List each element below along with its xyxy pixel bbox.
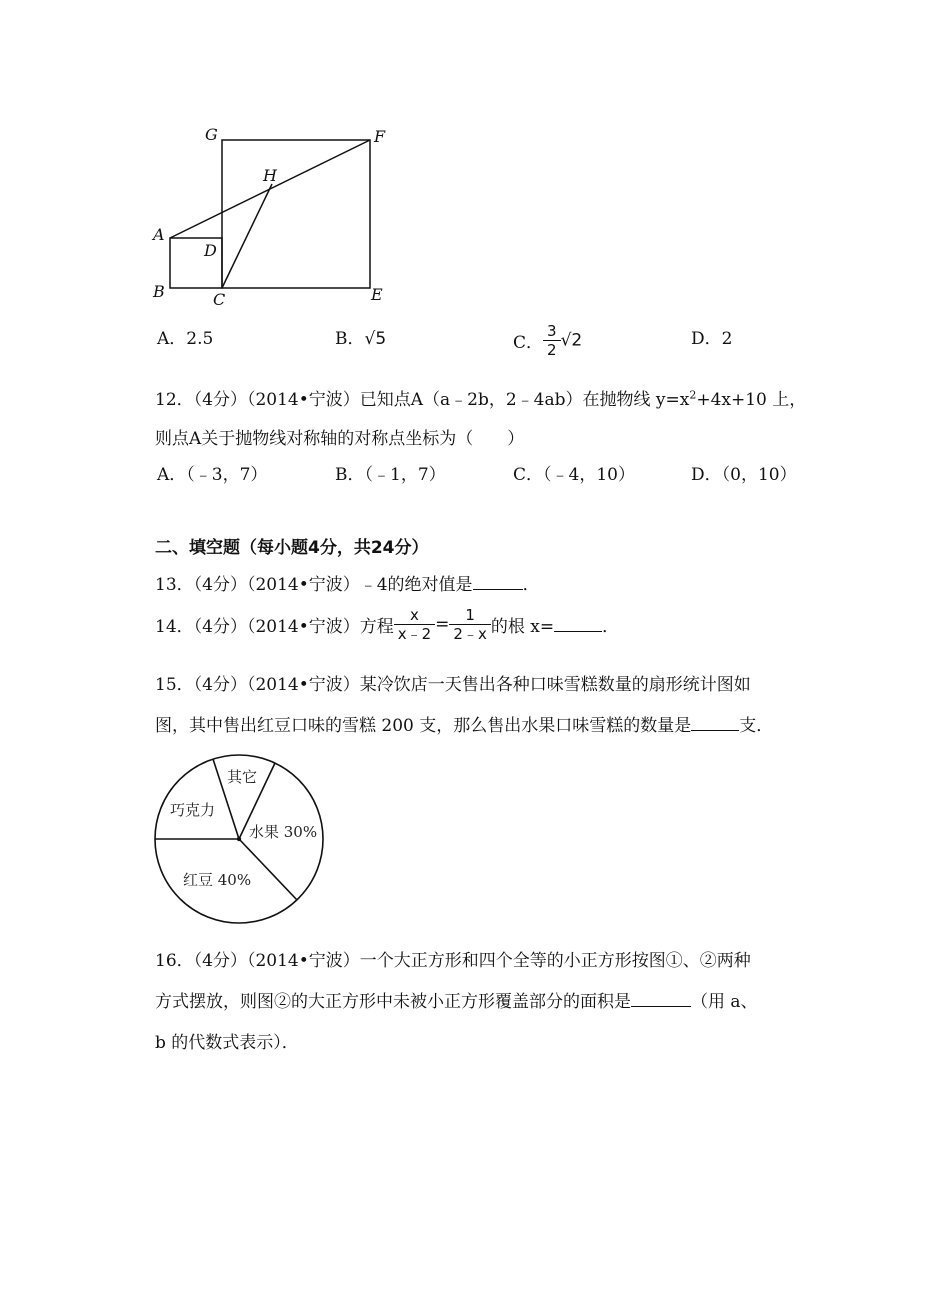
option-value: （﹣4，10） — [543, 465, 635, 485]
fraction-denominator: 2﹣x — [449, 624, 490, 643]
q11-option-a[interactable] — [157, 324, 213, 349]
option-value: √5 — [364, 329, 387, 349]
q14-text-root: 的根 x= — [490, 617, 555, 637]
label-a: A — [153, 225, 165, 244]
pie-center-dot — [237, 837, 241, 841]
answer-blank[interactable] — [473, 575, 523, 590]
label-h: H — [263, 166, 277, 185]
pie-label-fruit: 水果 30% — [249, 823, 318, 841]
q15-text: 图，其中售出红豆口味的雪糕 200 支，那么售出水果口味雪糕的数量是 — [155, 716, 692, 736]
fraction-1-over-2-minus-x — [449, 606, 490, 643]
q12-option-c[interactable] — [513, 460, 635, 485]
option-value: （﹣1，7） — [364, 465, 446, 485]
option-letter: A． — [157, 329, 187, 349]
label-b: B — [153, 282, 165, 301]
option-letter: A． — [157, 465, 187, 485]
geometry-figure — [145, 120, 405, 310]
label-d: D — [204, 241, 217, 260]
answer-blank[interactable] — [554, 617, 602, 632]
pie-divider-bottom-right — [239, 839, 297, 900]
q16-line2 — [155, 987, 758, 1012]
section-title: 二、填空题（每小题4分，共24分） — [155, 538, 429, 558]
q12-option-d[interactable] — [691, 460, 797, 485]
q12-line1 — [155, 385, 806, 410]
q16-text: 方式摆放，则图②的大正方形中未被小正方形覆盖部分的面积是 — [155, 992, 631, 1012]
option-value: 2 — [721, 329, 733, 349]
answer-blank[interactable] — [631, 992, 691, 1007]
fraction-numerator: 3 — [547, 322, 557, 340]
fraction-numerator: x — [410, 606, 419, 624]
q11-option-c[interactable] — [513, 322, 582, 359]
fraction-denominator: x﹣2 — [394, 624, 435, 643]
equals-sign: = — [435, 614, 450, 635]
option-letter: B． — [335, 465, 365, 485]
q12-option-b[interactable] — [335, 460, 446, 485]
q16-line3: b 的代数式表示）． — [155, 1033, 299, 1053]
q11-option-b[interactable] — [335, 324, 386, 349]
label-e: E — [371, 285, 383, 304]
option-letter: C． — [513, 465, 544, 485]
fraction-denominator: 2 — [543, 340, 561, 359]
label-f: F — [374, 127, 386, 146]
q12-text: 12．（4分）（2014•宁波）已知点A（a﹣2b，2﹣4ab）在抛物线 y=x — [155, 390, 690, 410]
q15-end: 支． — [739, 716, 774, 736]
pie-label-chocolate: 巧克力 — [170, 801, 216, 819]
q15-line1: 15．（4分）（2014•宁波）某冷饮店一天售出各种口味雪糕数量的扇形统计图如 — [155, 675, 751, 695]
option-value: 2.5 — [186, 329, 214, 349]
option-letter: D． — [691, 329, 722, 349]
option-value: （﹣3，7） — [186, 465, 268, 485]
option-value: （0，10） — [721, 465, 797, 485]
pie-label-other: 其它 — [227, 768, 258, 786]
q14-text: 14．（4分）（2014•宁波）方程 — [155, 617, 394, 637]
large-square — [222, 140, 370, 288]
q13-text: 13．（4分）（2014•宁波）﹣4的绝对值是 — [155, 575, 473, 595]
fraction-x-over-x-minus-2 — [394, 606, 435, 643]
q12-option-a[interactable] — [157, 460, 267, 485]
label-g: G — [205, 125, 218, 144]
answer-blank[interactable] — [691, 716, 739, 731]
q14 — [155, 606, 619, 643]
q14-end: ． — [602, 617, 620, 637]
label-c: C — [213, 290, 226, 309]
option-letter: B． — [335, 329, 365, 349]
pie-label-redbean: 红豆 40% — [183, 871, 252, 889]
option-letter: C． — [513, 333, 544, 353]
fraction-numerator: 1 — [465, 606, 475, 624]
q16-line1: 16．（4分）（2014•宁波）一个大正方形和四个全等的小正方形按图①、②两种 — [155, 951, 751, 971]
q15-line2 — [155, 711, 773, 736]
option-fraction — [543, 322, 561, 359]
q11-option-d[interactable] — [691, 324, 732, 349]
q12-line2: 则点A关于抛物线对称轴的对称点坐标为（ ） — [155, 429, 525, 449]
option-letter: D． — [691, 465, 722, 485]
pie-chart — [150, 752, 330, 928]
option-radical: √2 — [560, 330, 583, 351]
q12-exponent: 2 — [689, 388, 697, 402]
q12-text-end: +4x+10 上， — [696, 390, 807, 410]
q13 — [155, 570, 540, 595]
q16-text-end: （用 a、 — [691, 992, 758, 1012]
q13-end: ． — [522, 575, 540, 595]
